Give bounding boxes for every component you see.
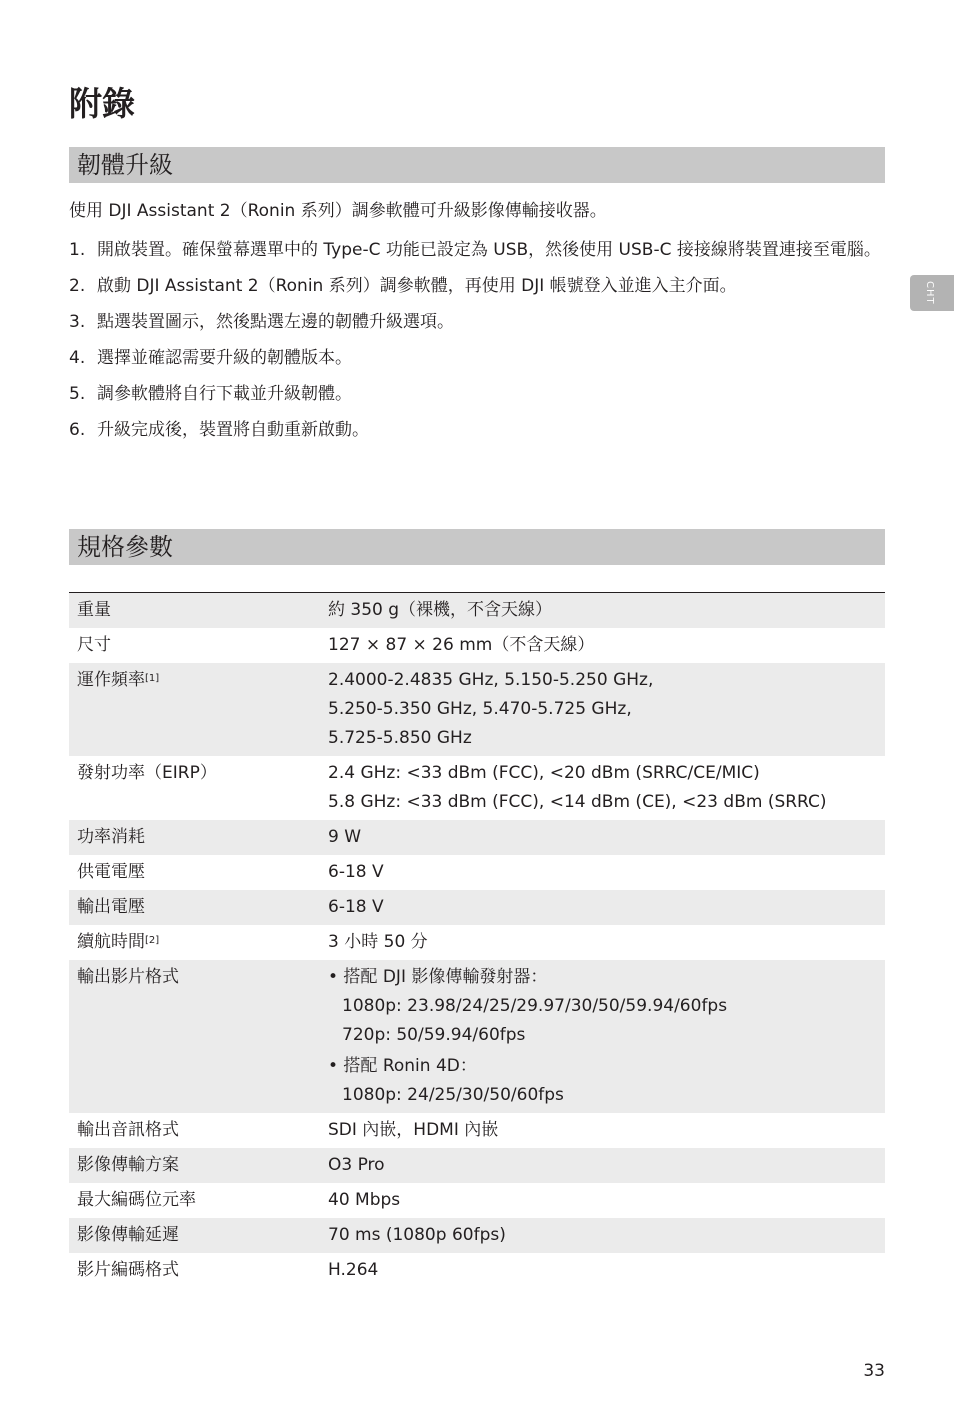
spec-value: 2.4000-2.4835 GHz, 5.150-5.250 GHz, — [328, 670, 654, 690]
spec-value: 5.725-5.850 GHz — [328, 728, 472, 748]
step-text: 選擇並確認需要升級的韌體版本。 — [97, 348, 352, 368]
spec-label: 輸出電壓 — [77, 897, 145, 917]
spec-row — [69, 1183, 885, 1218]
spec-label-cell — [69, 1113, 320, 1148]
spec-value: 2.4 GHz: <33 dBm (FCC), <20 dBm (SRRC/CE/MIC) — [328, 763, 760, 783]
spec-label-cell — [69, 890, 320, 925]
spec-row — [69, 1218, 885, 1253]
spec-value-cell — [320, 1253, 885, 1288]
firmware-step — [69, 307, 885, 337]
spec-label: 發射功率（EIRP） — [77, 763, 217, 783]
firmware-step — [69, 235, 885, 265]
spec-label-cell — [69, 1253, 320, 1288]
step-number: 5. — [69, 384, 86, 404]
spec-label: 續航時間 — [77, 932, 145, 952]
language-tab — [910, 275, 954, 311]
spec-label: 影像傳輸延遲 — [77, 1225, 179, 1245]
specs-table — [69, 592, 885, 1288]
spec-value-cell — [320, 855, 885, 890]
video-format-heading: • 搭配 DJI 影像傳輸發射器： — [328, 967, 548, 987]
spec-value-cell — [320, 756, 885, 820]
spec-label: 影像傳輸方案 — [77, 1155, 179, 1175]
spec-value-cell — [320, 663, 885, 756]
spec-value-cell — [320, 1218, 885, 1253]
spec-value-cell — [320, 890, 885, 925]
step-number: 3. — [69, 312, 86, 332]
firmware-section-header — [69, 147, 885, 183]
spec-row — [69, 925, 885, 960]
spec-label: 最大編碼位元率 — [77, 1190, 196, 1210]
spec-label-cell — [69, 1148, 320, 1183]
spec-value: 9 W — [328, 827, 362, 847]
spec-row — [69, 1253, 885, 1288]
step-text: 升級完成後，裝置將自動重新啟動。 — [97, 420, 369, 440]
video-format-heading: • 搭配 Ronin 4D： — [328, 1056, 477, 1076]
firmware-section-title: 韌體升級 — [77, 151, 173, 179]
firmware-step — [69, 415, 885, 445]
firmware-step — [69, 379, 885, 409]
firmware-intro: 使用 DJI Assistant 2（Ronin 系列）調參軟體可升級影像傳輸接收器。 — [69, 201, 607, 221]
spec-value: 6-18 V — [328, 862, 384, 882]
spec-row — [69, 960, 885, 1113]
video-format-value: 1080p: 23.98/24/25/29.97/30/50/59.94/60fps — [342, 996, 728, 1016]
spec-label-cell — [69, 663, 320, 756]
spec-row — [69, 820, 885, 855]
spec-row — [69, 1113, 885, 1148]
video-format-value: 1080p: 24/25/30/50/60fps — [342, 1085, 564, 1105]
spec-label-cell — [69, 756, 320, 820]
spec-row — [69, 1148, 885, 1183]
spec-label-cell — [69, 1183, 320, 1218]
step-number: 6. — [69, 420, 86, 440]
step-text: 開啟裝置。確保螢幕選單中的 Type-C 功能已設定為 USB，然後使用 USB-C 接接線將裝置連接至電腦。 — [97, 240, 881, 260]
spec-label-cell — [69, 1218, 320, 1253]
specs-table-body — [69, 593, 885, 1289]
spec-value: 5.8 GHz: <33 dBm (FCC), <14 dBm (CE), <23 dBm (SRRC) — [328, 792, 827, 812]
footnote-marker: [2] — [145, 935, 160, 946]
spec-value: SDI 內嵌，HDMI 內嵌 — [328, 1120, 499, 1140]
footnote-marker: [1] — [145, 673, 160, 684]
language-tab-label: CHT — [924, 281, 935, 305]
spec-value-cell — [320, 925, 885, 960]
spec-value: O3 Pro — [328, 1155, 385, 1175]
spec-label: 影片編碼格式 — [77, 1260, 179, 1280]
spec-value-cell — [320, 593, 885, 629]
video-format-group — [328, 963, 877, 1050]
step-text: 點選裝置圖示，然後點選左邊的韌體升級選項。 — [97, 312, 454, 332]
firmware-steps-list — [69, 235, 885, 451]
spec-value-cell — [320, 628, 885, 663]
page-title: 附錄 — [69, 84, 135, 123]
spec-label: 功率消耗 — [77, 827, 145, 847]
firmware-step — [69, 271, 885, 301]
spec-value-cell — [320, 1183, 885, 1218]
spec-row — [69, 593, 885, 629]
spec-row — [69, 663, 885, 756]
spec-value: 6-18 V — [328, 897, 384, 917]
spec-value: H.264 — [328, 1260, 379, 1280]
spec-label-cell — [69, 593, 320, 629]
step-text: 調參軟體將自行下載並升級韌體。 — [97, 384, 352, 404]
spec-label: 供電電壓 — [77, 862, 145, 882]
spec-label: 運作頻率 — [77, 670, 145, 690]
firmware-step — [69, 343, 885, 373]
spec-row — [69, 756, 885, 820]
spec-value-cell — [320, 960, 885, 1113]
spec-value: 5.250-5.350 GHz, 5.470-5.725 GHz, — [328, 699, 632, 719]
spec-label: 尺寸 — [77, 635, 111, 655]
spec-label: 輸出音訊格式 — [77, 1120, 179, 1140]
specs-section-title: 規格參數 — [77, 533, 173, 561]
spec-value: 約 350 g（裸機，不含天線） — [328, 600, 553, 620]
spec-label-cell — [69, 960, 320, 1113]
spec-row — [69, 890, 885, 925]
spec-value-cell — [320, 1113, 885, 1148]
step-number: 1. — [69, 240, 86, 260]
video-format-value: 720p: 50/59.94/60fps — [342, 1025, 526, 1045]
spec-value-cell — [320, 1148, 885, 1183]
spec-value: 70 ms (1080p 60fps) — [328, 1225, 506, 1245]
spec-label: 輸出影片格式 — [77, 967, 179, 987]
spec-label-cell — [69, 855, 320, 890]
specs-section-header — [69, 529, 885, 565]
spec-label-cell — [69, 628, 320, 663]
step-number: 2. — [69, 276, 86, 296]
spec-label: 重量 — [77, 600, 111, 620]
step-text: 啟動 DJI Assistant 2（Ronin 系列）調參軟體，再使用 DJI 帳號登入並進入主介面。 — [97, 276, 737, 296]
spec-row — [69, 855, 885, 890]
spec-label-cell — [69, 925, 320, 960]
step-number: 4. — [69, 348, 86, 368]
video-format-group — [328, 1052, 877, 1110]
spec-value-cell — [320, 820, 885, 855]
spec-row — [69, 628, 885, 663]
spec-value: 127 × 87 × 26 mm（不含天線） — [328, 635, 595, 655]
spec-value: 40 Mbps — [328, 1190, 401, 1210]
spec-label-cell — [69, 820, 320, 855]
spec-value: 3 小時 50 分 — [328, 932, 428, 952]
page-number: 33 — [863, 1361, 885, 1381]
